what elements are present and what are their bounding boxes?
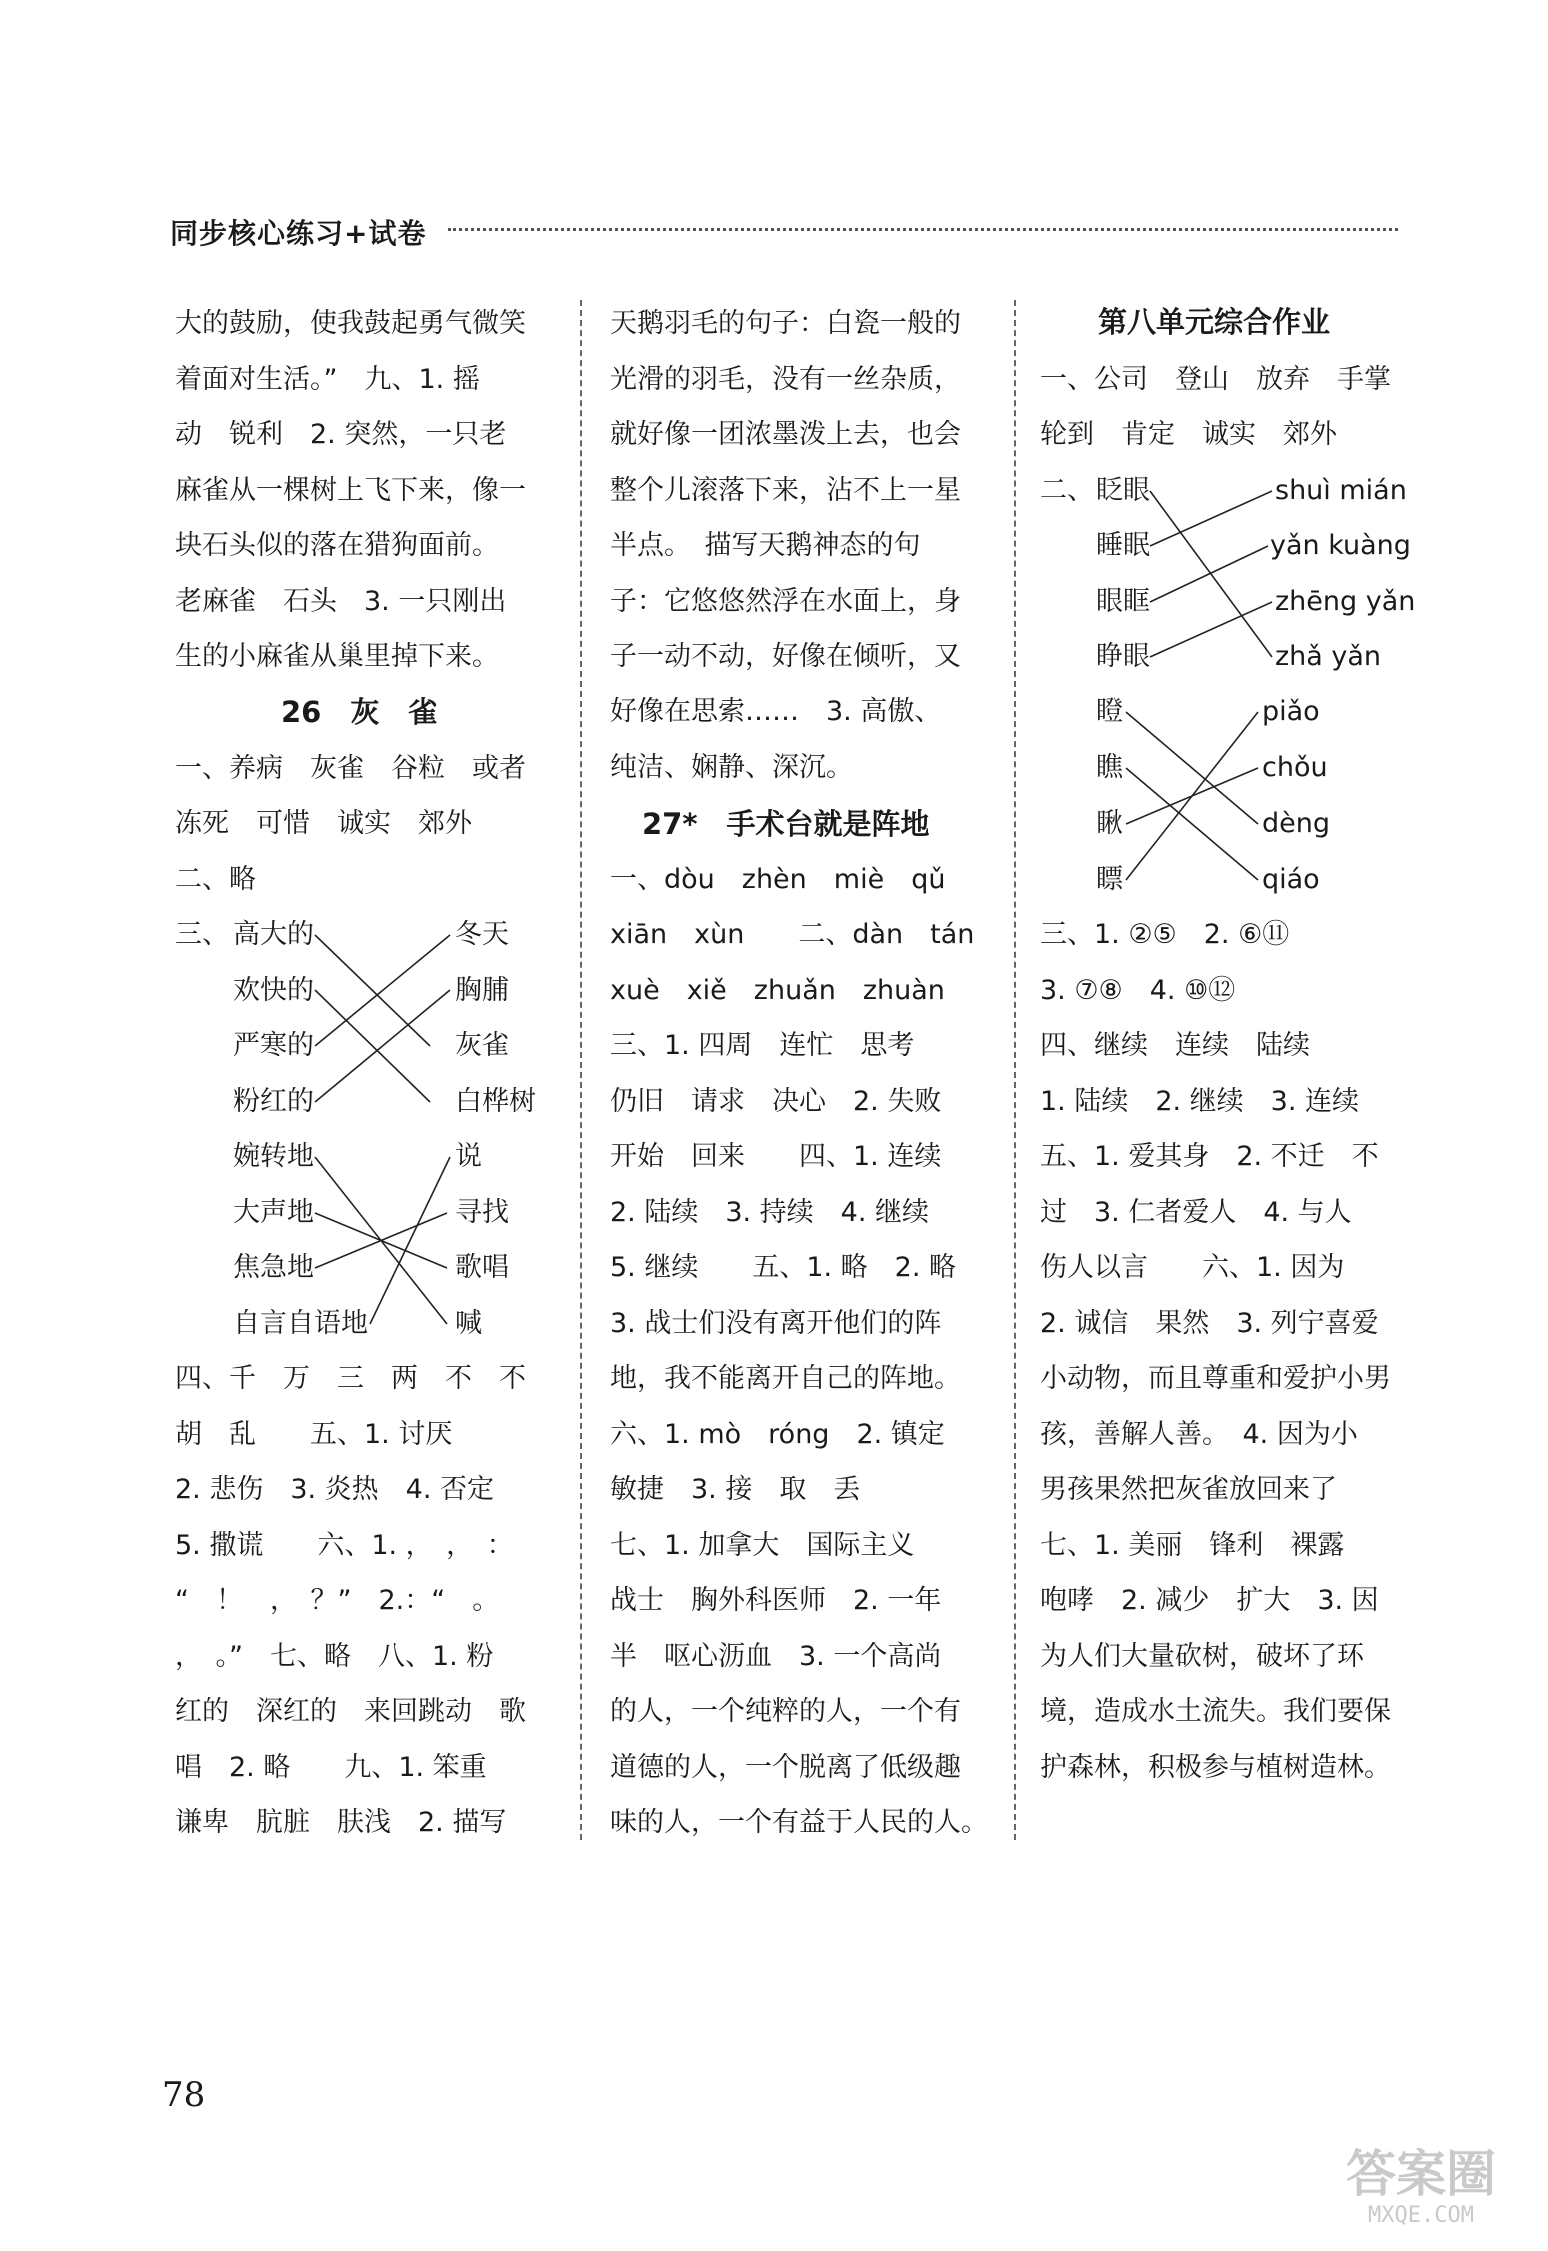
watermark-url: MXQE.COM bbox=[1368, 2203, 1474, 2228]
answer-line: 3. 战士们没有离开他们的阵 bbox=[610, 1308, 942, 1339]
answer-line: 麻雀从一棵树上飞下来，像一 bbox=[175, 475, 526, 506]
answer-line: 六、1. mò róng 2. 镇定 bbox=[610, 1419, 945, 1450]
answer-line: 老麻雀 石头 3. 一只刚出 bbox=[175, 586, 507, 617]
answer-line: 七、1. 美丽 锋利 裸露 bbox=[1040, 1530, 1345, 1561]
answer-line: 天鹅羽毛的句子：白瓷一般的 bbox=[610, 308, 961, 339]
match-left-item: 眨眼 bbox=[1096, 475, 1150, 506]
answer-line: 伤人以言 六、1. 因为 bbox=[1040, 1252, 1345, 1283]
answer-line: ， 。” 七、略 八、1. 粉 bbox=[175, 1641, 494, 1672]
match-left-item: 自言自语地 bbox=[233, 1308, 368, 1339]
match-left-item: 瞅 bbox=[1096, 808, 1123, 839]
match-right-item: 胸脯 bbox=[455, 975, 509, 1006]
answer-line: 好像在思索…… 3. 高傲、 bbox=[610, 696, 942, 727]
match-left-item: 婉转地 bbox=[233, 1141, 314, 1172]
answer-line: 开始 回来 四、1. 连续 bbox=[610, 1141, 942, 1172]
answer-line: 护森林，积极参与植树造林。 bbox=[1040, 1752, 1391, 1783]
matching-lines bbox=[1040, 300, 1460, 940]
answer-line: 道德的人，一个脱离了低级趣 bbox=[610, 1752, 961, 1783]
header-dotted-rule bbox=[448, 228, 1398, 231]
match-right-item: piǎo bbox=[1262, 696, 1320, 727]
match-left-item: 欢快的 bbox=[233, 975, 314, 1006]
answer-line: 2. 悲伤 3. 炎热 4. 否定 bbox=[175, 1474, 495, 1505]
answer-line: 的人，一个纯粹的人，一个有 bbox=[610, 1696, 961, 1727]
match-right-item: qiáo bbox=[1262, 864, 1320, 895]
answer-line: 1. 陆续 2. 继续 3. 连续 bbox=[1040, 1086, 1360, 1117]
answer-line: 七、1. 加拿大 国际主义 bbox=[610, 1530, 915, 1561]
match-left-item: 睁眼 bbox=[1096, 641, 1150, 672]
match-right-item: 喊 bbox=[455, 1308, 482, 1339]
match-left-item: 大声地 bbox=[233, 1197, 314, 1228]
section-label: 三、 bbox=[175, 919, 229, 950]
answer-line: 咆哮 2. 减少 扩大 3. 因 bbox=[1040, 1585, 1379, 1616]
answer-line: 敏捷 3. 接 取 丢 bbox=[610, 1474, 861, 1505]
match-left-item: 瞪 bbox=[1096, 696, 1123, 727]
answer-line: 就好像一团浓墨泼上去，也会 bbox=[610, 419, 961, 450]
answer-line: 半 呕心沥血 3. 一个高尚 bbox=[610, 1641, 942, 1672]
page-number: 78 bbox=[162, 2075, 206, 2115]
match-right-item: zhēng yǎn bbox=[1275, 586, 1416, 617]
answer-line: xuè xiě zhuǎn zhuàn bbox=[610, 975, 945, 1006]
match-left-item: 高大的 bbox=[233, 919, 314, 950]
answer-line: 小动物，而且尊重和爱护小男 bbox=[1040, 1363, 1391, 1394]
answer-line: 二、略 bbox=[175, 864, 256, 895]
answer-line: 大的鼓励，使我鼓起勇气微笑 bbox=[175, 308, 526, 339]
answer-line: 动 锐利 2. 突然，一只老 bbox=[175, 419, 507, 450]
answer-line: 过 3. 仁者爱人 4. 与人 bbox=[1040, 1197, 1352, 1228]
answer-line: 胡 乱 五、1. 讨厌 bbox=[175, 1419, 453, 1450]
match-right-item: zhǎ yǎn bbox=[1275, 641, 1382, 672]
lesson-title: 27* 手术台就是阵地 bbox=[642, 807, 930, 841]
watermark-logo-text: 答案圈 bbox=[1346, 2145, 1496, 2203]
match-right-item: 说 bbox=[455, 1141, 482, 1172]
site-watermark bbox=[1316, 2145, 1526, 2235]
match-right-item: dèng bbox=[1262, 808, 1331, 839]
answer-line: 一、dòu zhèn miè qǔ bbox=[610, 864, 946, 895]
answer-line: 轮到 肯定 诚实 郊外 bbox=[1040, 419, 1337, 450]
answer-line: 2. 陆续 3. 持续 4. 继续 bbox=[610, 1197, 930, 1228]
answer-line: 一、养病 灰雀 谷粒 或者 bbox=[175, 753, 526, 784]
match-right-item: yǎn kuàng bbox=[1270, 530, 1411, 561]
matching-lines bbox=[175, 300, 555, 1400]
lesson-title: 26 灰 雀 bbox=[281, 695, 438, 729]
answer-line: 红的 深红的 来回跳动 歌 bbox=[175, 1696, 526, 1727]
section-label: 二、 bbox=[1040, 475, 1094, 506]
match-right-item: chǒu bbox=[1262, 752, 1328, 783]
answer-line: 一、公司 登山 放弃 手掌 bbox=[1040, 364, 1391, 395]
answer-line: 四、千 万 三 两 不 不 bbox=[175, 1363, 526, 1394]
answer-line: 男孩果然把灰雀放回来了 bbox=[1040, 1474, 1337, 1505]
answer-line: 三、1. ②⑤ 2. ⑥⑪ bbox=[1040, 919, 1290, 950]
answer-line: 光滑的羽毛，没有一丝杂质， bbox=[610, 364, 961, 395]
match-left-item: 粉红的 bbox=[233, 1086, 314, 1117]
match-right-item: shuì mián bbox=[1275, 475, 1407, 506]
column-divider bbox=[580, 300, 582, 1840]
match-right-item: 歌唱 bbox=[455, 1252, 509, 1283]
answer-line: 着面对生活。” 九、1. 摇 bbox=[175, 364, 480, 395]
match-left-item: 睡眠 bbox=[1096, 530, 1150, 561]
answer-line: 冻死 可惜 诚实 郊外 bbox=[175, 808, 472, 839]
answer-line: 生的小麻雀从巢里掉下来。 bbox=[175, 641, 499, 672]
match-right-item: 寻找 bbox=[455, 1197, 509, 1228]
answer-line: 为人们大量砍树，破坏了环 bbox=[1040, 1641, 1364, 1672]
match-left-item: 焦急地 bbox=[233, 1252, 314, 1283]
match-left-item: 严寒的 bbox=[233, 1030, 314, 1061]
book-title: 同步核心练习+试卷 bbox=[170, 217, 427, 250]
column-divider bbox=[1014, 300, 1016, 1840]
match-left-item: 瞟 bbox=[1096, 864, 1123, 895]
answer-line: 子：它悠悠然浮在水面上，身 bbox=[610, 586, 961, 617]
answer-line: 谦卑 肮脏 肤浅 2. 描写 bbox=[175, 1807, 507, 1838]
match-right-item: 白桦树 bbox=[455, 1086, 536, 1117]
answer-line: 仍旧 请求 决心 2. 失败 bbox=[610, 1086, 942, 1117]
answer-line: 5. 撒谎 六、1. ， ， ： bbox=[175, 1530, 514, 1561]
answer-line: 3. ⑦⑧ 4. ⑩⑫ bbox=[1040, 975, 1236, 1006]
unit-title: 第八单元综合作业 bbox=[1098, 305, 1331, 339]
answer-line: 唱 2. 略 九、1. 笨重 bbox=[175, 1752, 487, 1783]
answer-line: 块石头似的落在猎狗面前。 bbox=[175, 530, 499, 561]
answer-line: 味的人，一个有益于人民的人。 bbox=[610, 1807, 988, 1838]
answer-line: 纯洁、娴静、深沉。 bbox=[610, 752, 853, 783]
answer-line: 地，我不能离开自己的阵地。 bbox=[610, 1363, 961, 1394]
answer-line: xiān xùn 二、dàn tán bbox=[610, 919, 975, 950]
answer-line: 半点。 描写天鹅神态的句 bbox=[610, 530, 921, 561]
match-right-item: 冬天 bbox=[455, 919, 509, 950]
answer-line: 5. 继续 五、1. 略 2. 略 bbox=[610, 1252, 957, 1283]
answer-line: “ ！ ， ？” 2.：“ 。 bbox=[175, 1585, 500, 1616]
answer-line: 三、1. 四周 连忙 思考 bbox=[610, 1030, 915, 1061]
match-left-item: 瞧 bbox=[1096, 752, 1123, 783]
match-right-item: 灰雀 bbox=[455, 1030, 509, 1061]
answer-line: 战士 胸外科医师 2. 一年 bbox=[610, 1585, 942, 1616]
answer-line: 整个儿滚落下来，沾不上一星 bbox=[610, 475, 961, 506]
answer-line: 子一动不动，好像在倾听，又 bbox=[610, 641, 961, 672]
answer-line: 五、1. 爱其身 2. 不迁 不 bbox=[1040, 1141, 1379, 1172]
answer-line: 境，造成水土流失。我们要保 bbox=[1040, 1696, 1391, 1727]
answer-line: 2. 诚信 果然 3. 列宁喜爱 bbox=[1040, 1308, 1379, 1339]
answer-line: 四、继续 连续 陆续 bbox=[1040, 1030, 1310, 1061]
answer-line: 孩，善解人善。 4. 因为小 bbox=[1040, 1419, 1358, 1450]
match-left-item: 眼眶 bbox=[1096, 586, 1150, 617]
